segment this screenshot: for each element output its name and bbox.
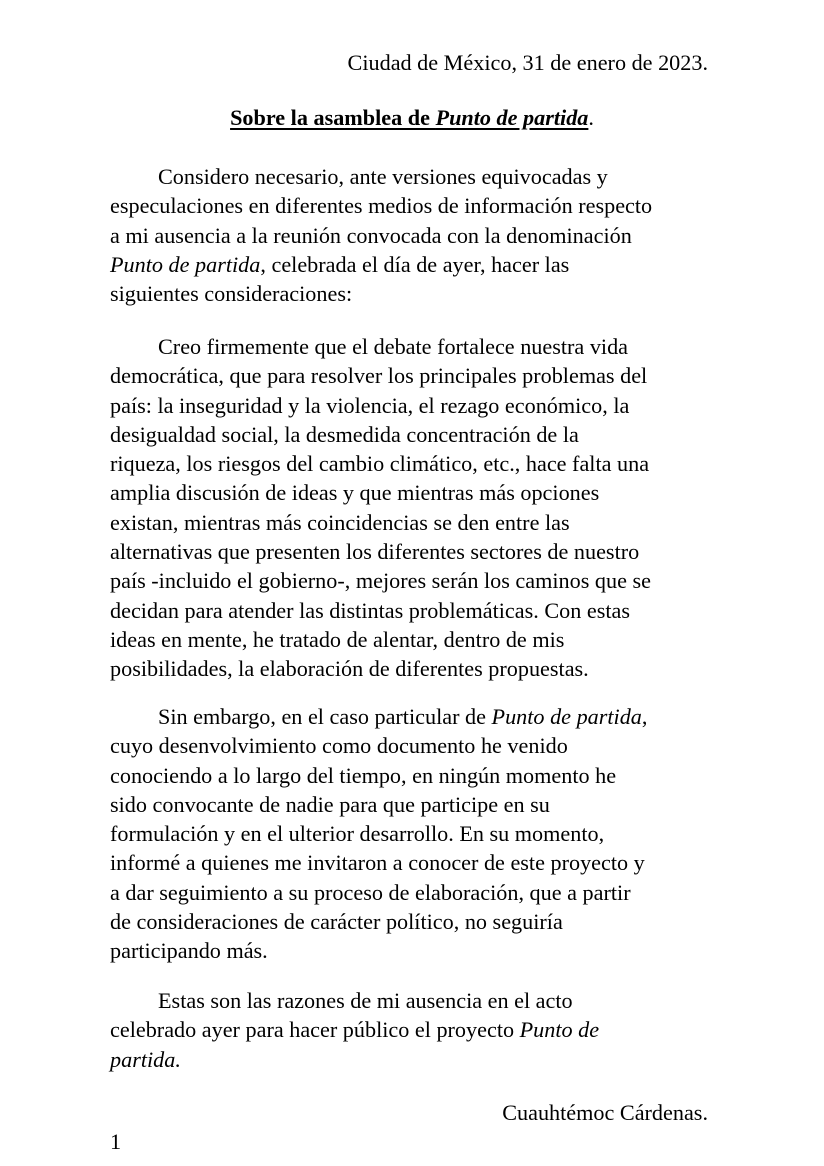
- text-segment: desigualdad social, la desmedida concentración de la: [110, 421, 579, 447]
- paragraph-line: [110, 761, 722, 790]
- text-segment: riqueza, los riesgos del cambio climático, etc., hace falta una: [110, 451, 650, 477]
- text-segment: democrática, que para resolver los principales problemas del: [110, 363, 648, 389]
- paragraph-line: [110, 250, 722, 279]
- text-segment: Estas son las razones de mi ausencia en el acto: [158, 988, 573, 1013]
- paragraph-line: [110, 848, 722, 877]
- paragraph-line: [110, 625, 722, 654]
- paragraph-line: [110, 221, 722, 250]
- paragraph-3: [110, 702, 722, 966]
- text-segment: ideas en mente, he tratado de alentar, dentro de mis: [110, 626, 565, 652]
- paragraph-line: [110, 162, 722, 191]
- signature: Cuauhtémoc Cárdenas.: [502, 1100, 708, 1125]
- text-segment: Creo firmemente que el debate fortalece nuestra vida: [158, 334, 629, 359]
- paragraph-line: [110, 191, 722, 220]
- paragraph-line: [110, 731, 722, 760]
- paragraph-line: [110, 654, 722, 683]
- paragraph-line: [110, 819, 722, 848]
- paragraph-2: [110, 332, 722, 684]
- text-segment: ,: [641, 704, 648, 729]
- paragraph-line: [110, 478, 722, 507]
- text-segment: Sin embargo, en el caso particular de: [158, 704, 492, 729]
- text-segment: Considero necesario, ante versiones equivocadas y: [158, 164, 608, 189]
- paragraph-line: [110, 449, 722, 478]
- paragraph-line: [110, 790, 722, 819]
- title-suffix: .: [588, 105, 594, 130]
- text-segment: alternativas que presenten los diferentes sectores de nuestro: [110, 539, 640, 565]
- paragraph-line: [110, 332, 722, 361]
- text-segment: a mi ausencia a la reunión convocada con la denominación: [110, 222, 632, 248]
- italic-text-segment: partida.: [110, 1046, 181, 1072]
- text-segment: posibilidades, la elaboración de diferentes propuestas.: [110, 656, 589, 682]
- paragraph-line: [110, 420, 722, 449]
- paragraph-4: [110, 986, 722, 1074]
- text-segment: informé a quienes me invitaron a conocer de este proyecto y: [110, 850, 645, 876]
- text-segment: formulación y en el ulterior desarrollo. En su momento,: [110, 821, 605, 847]
- text-segment: de consideraciones de carácter político, no seguiría: [110, 909, 563, 935]
- paragraph-1: [110, 162, 722, 308]
- page-number: 1: [110, 1129, 122, 1154]
- paragraph-line: [110, 1015, 722, 1044]
- title-underlined-text: [230, 105, 588, 130]
- text-segment: siguientes consideraciones:: [110, 281, 353, 307]
- text-segment: a dar seguimiento a su proceso de elaboración, que a partir: [110, 879, 631, 905]
- italic-text-segment: Punto de: [519, 1017, 600, 1043]
- text-segment: especulaciones en diferentes medios de información respecto: [110, 193, 653, 219]
- paragraph-line: [110, 537, 722, 566]
- text-segment: participando más.: [110, 938, 268, 964]
- paragraph-line: [110, 566, 722, 595]
- paragraph-line: [110, 596, 722, 625]
- text-segment: existan, mientras más coincidencias se den entre las: [110, 509, 570, 535]
- paragraph-line: [110, 279, 722, 308]
- text-segment: , celebrada el día de ayer, hacer las: [260, 251, 570, 277]
- title-italic-name: Punto de partida: [435, 105, 589, 130]
- paragraph-line: [110, 878, 722, 907]
- text-segment: amplia discusión de ideas y que mientras más opciones: [110, 480, 600, 506]
- text-segment: sido convocante de nadie para que participe en su: [110, 791, 550, 817]
- paragraph-line: [110, 936, 722, 965]
- text-segment: conociendo a lo largo del tiempo, en ningún momento he: [110, 762, 617, 788]
- text-segment: país -incluido el gobierno-, mejores serán los caminos que se: [110, 568, 651, 594]
- paragraph-line: [110, 702, 722, 731]
- text-segment: cuyo desenvolvimiento como documento he venido: [110, 733, 568, 759]
- text-segment: país: la inseguridad y la violencia, el rezago económico, la: [110, 392, 630, 418]
- text-segment: celebrado ayer para hacer público el proyecto: [110, 1017, 520, 1043]
- paragraph-line: [110, 361, 722, 390]
- paragraph-line: [110, 508, 722, 537]
- document-title: [0, 103, 824, 132]
- dateline: Ciudad de México, 31 de enero de 2023.: [347, 50, 708, 75]
- italic-text-segment: Punto de partida: [110, 251, 261, 277]
- italic-text-segment: Punto de partida: [491, 704, 642, 729]
- paragraph-line: [110, 907, 722, 936]
- text-segment: decidan para atender las distintas problemáticas. Con estas: [110, 597, 630, 623]
- paragraph-line: [110, 986, 722, 1015]
- paragraph-line: [110, 1045, 722, 1074]
- title-prefix: Sobre la asamblea de: [230, 105, 436, 130]
- paragraph-line: [110, 391, 722, 420]
